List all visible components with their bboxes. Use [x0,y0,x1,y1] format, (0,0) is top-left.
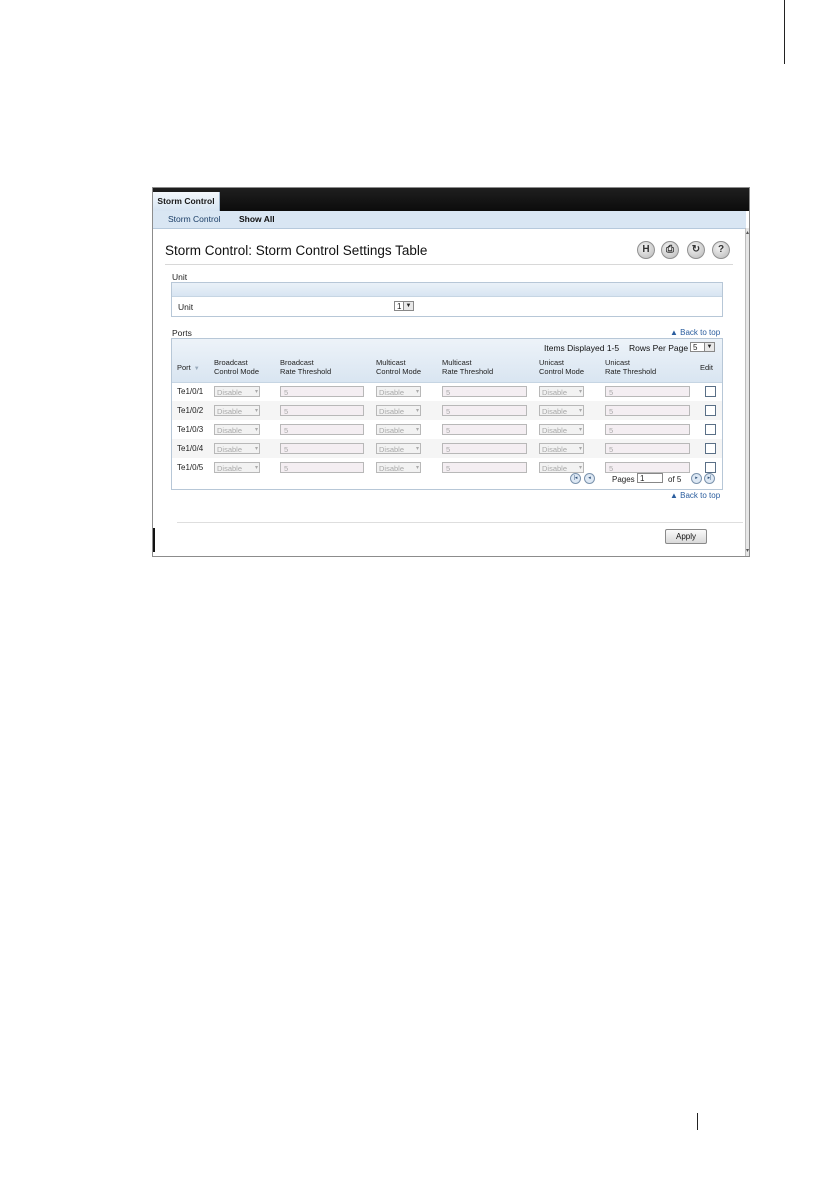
multicast-mode-select: Disable ▾ [376,405,421,416]
back-to-top-link-bottom[interactable]: ▲ Back to top [670,491,721,500]
col-edit: Edit [700,363,713,372]
multicast-mode-select: Disable ▾ [376,386,421,397]
refresh-icon[interactable]: ↻ [687,241,705,259]
col-multicast-rate-threshold[interactable]: Multicast Rate Threshold [442,358,494,376]
unit-panel-header [172,283,722,297]
save-icon[interactable]: H [637,241,655,259]
rows-per-page-label: Rows Per Page [629,343,689,353]
page-margin-rule-bottom [697,1113,698,1130]
scroll-down-arrow-icon[interactable]: ▾ [746,548,750,554]
chevron-down-icon: ▾ [254,465,258,471]
edit-checkbox[interactable] [705,443,716,454]
vertical-scrollbar[interactable] [745,228,749,556]
broadcast-rate-input: 5 [280,424,364,435]
multicast-rate-input: 5 [442,405,527,416]
chevron-down-icon: ▾ [578,427,582,433]
unit-section-label: Unit [172,272,188,282]
port-cell: Te1/0/5 [177,463,204,472]
port-cell: Te1/0/2 [177,406,204,415]
col-unicast-rate-threshold[interactable]: Unicast Rate Threshold [605,358,657,376]
unicast-mode-select: Disable ▾ [539,443,584,454]
tab-bar [153,188,749,211]
page-margin-rule-top [784,0,785,64]
pages-label: Pages [612,475,635,484]
broadcast-rate-input: 5 [280,462,364,473]
edit-checkbox[interactable] [705,386,716,397]
unicast-rate-input: 5 [605,462,690,473]
chevron-down-icon: ▾ [578,446,582,452]
multicast-mode-select: Disable ▾ [376,462,421,473]
unit-row [172,297,722,316]
broadcast-mode-select: Disable ▾ [214,424,260,435]
unicast-rate-input: 5 [605,386,690,397]
chevron-down-icon: ▾ [254,389,258,395]
chevron-down-icon: ▾ [578,389,582,395]
unicast-rate-input: 5 [605,443,690,454]
chevron-down-icon: ▾ [415,446,419,452]
title-divider [165,264,733,265]
page-title: Storm Control: Storm Control Settings Table [165,243,428,258]
scroll-up-arrow-icon[interactable]: ▴ [746,230,750,236]
unicast-rate-input: 5 [605,405,690,416]
first-page-icon[interactable]: |◂ [570,473,581,484]
chevron-down-icon: ▾ [578,465,582,471]
subnav-storm-control[interactable]: Storm Control [168,214,221,224]
chevron-down-icon: ▾ [254,427,258,433]
tab-storm-control[interactable]: Storm Control [153,192,220,211]
chevron-down-icon: ▾ [254,408,258,414]
port-cell: Te1/0/3 [177,425,204,434]
current-page-input[interactable]: 1 [637,473,663,483]
broadcast-mode-select: Disable ▾ [214,462,260,473]
ports-table [171,338,723,490]
subnav-show-all[interactable]: Show All [239,214,275,224]
table-row [172,420,722,439]
unicast-mode-select: Disable ▾ [539,462,584,473]
port-cell: Te1/0/1 [177,387,204,396]
previous-page-icon[interactable]: ◂ [584,473,595,484]
next-page-icon[interactable]: ▸ [691,473,702,484]
broadcast-rate-input: 5 [280,405,364,416]
broadcast-rate-input: 5 [280,443,364,454]
help-icon[interactable]: ? [712,241,730,259]
col-broadcast-control-mode[interactable]: Broadcast Control Mode [214,358,260,376]
unicast-mode-select: Disable ▾ [539,424,584,435]
page-count: of 5 [668,475,682,484]
apply-button[interactable]: Apply [665,529,707,544]
multicast-rate-input: 5 [442,424,527,435]
pagination [172,470,722,488]
ports-section-label: Ports [172,328,192,338]
col-port[interactable]: Port ▼ [177,363,200,372]
multicast-mode-select: Disable ▾ [376,443,421,454]
sub-navigation [153,211,746,229]
unicast-mode-select: Disable ▾ [539,386,584,397]
storm-control-window [152,187,750,557]
chevron-down-icon: ▼ [403,302,413,310]
edit-checkbox[interactable] [705,405,716,416]
print-icon[interactable]: ⎙ [661,241,679,259]
broadcast-rate-input: 5 [280,386,364,397]
footer-divider [177,522,743,523]
last-page-icon[interactable]: ▸| [704,473,715,484]
col-multicast-control-mode[interactable]: Multicast Control Mode [376,358,422,376]
multicast-mode-select: Disable ▾ [376,424,421,435]
ports-table-header [172,339,722,383]
broadcast-mode-select: Disable ▾ [214,443,260,454]
broadcast-mode-select: Disable ▾ [214,405,260,416]
multicast-rate-input: 5 [442,443,527,454]
unit-select[interactable]: 1 ▼ [394,301,414,311]
chevron-down-icon: ▼ [704,343,714,351]
chevron-down-icon: ▾ [415,389,419,395]
table-row [172,439,722,458]
chevron-down-icon: ▾ [415,427,419,433]
chevron-down-icon: ▾ [415,465,419,471]
chevron-down-icon: ▾ [578,408,582,414]
unit-row-label: Unit [178,302,194,312]
multicast-rate-input: 5 [442,386,527,397]
edit-checkbox[interactable] [705,424,716,435]
multicast-rate-input: 5 [442,462,527,473]
rows-per-page-select[interactable]: 5 ▼ [690,342,715,352]
back-to-top-link[interactable]: ▲ Back to top [670,328,721,337]
broadcast-mode-select: Disable ▾ [214,386,260,397]
table-row [172,382,722,401]
col-broadcast-rate-threshold[interactable]: Broadcast Rate Threshold [280,358,332,376]
col-unicast-control-mode[interactable]: Unicast Control Mode [539,358,585,376]
unicast-mode-select: Disable ▾ [539,405,584,416]
items-displayed-text: Items Displayed 1-5 [544,343,620,353]
unicast-rate-input: 5 [605,424,690,435]
sort-icon: ▼ [193,366,200,372]
chevron-down-icon: ▾ [254,446,258,452]
port-cell: Te1/0/4 [177,444,204,453]
unit-panel [171,282,723,317]
table-row [172,401,722,420]
resize-handle[interactable] [152,528,155,552]
chevron-down-icon: ▾ [415,408,419,414]
